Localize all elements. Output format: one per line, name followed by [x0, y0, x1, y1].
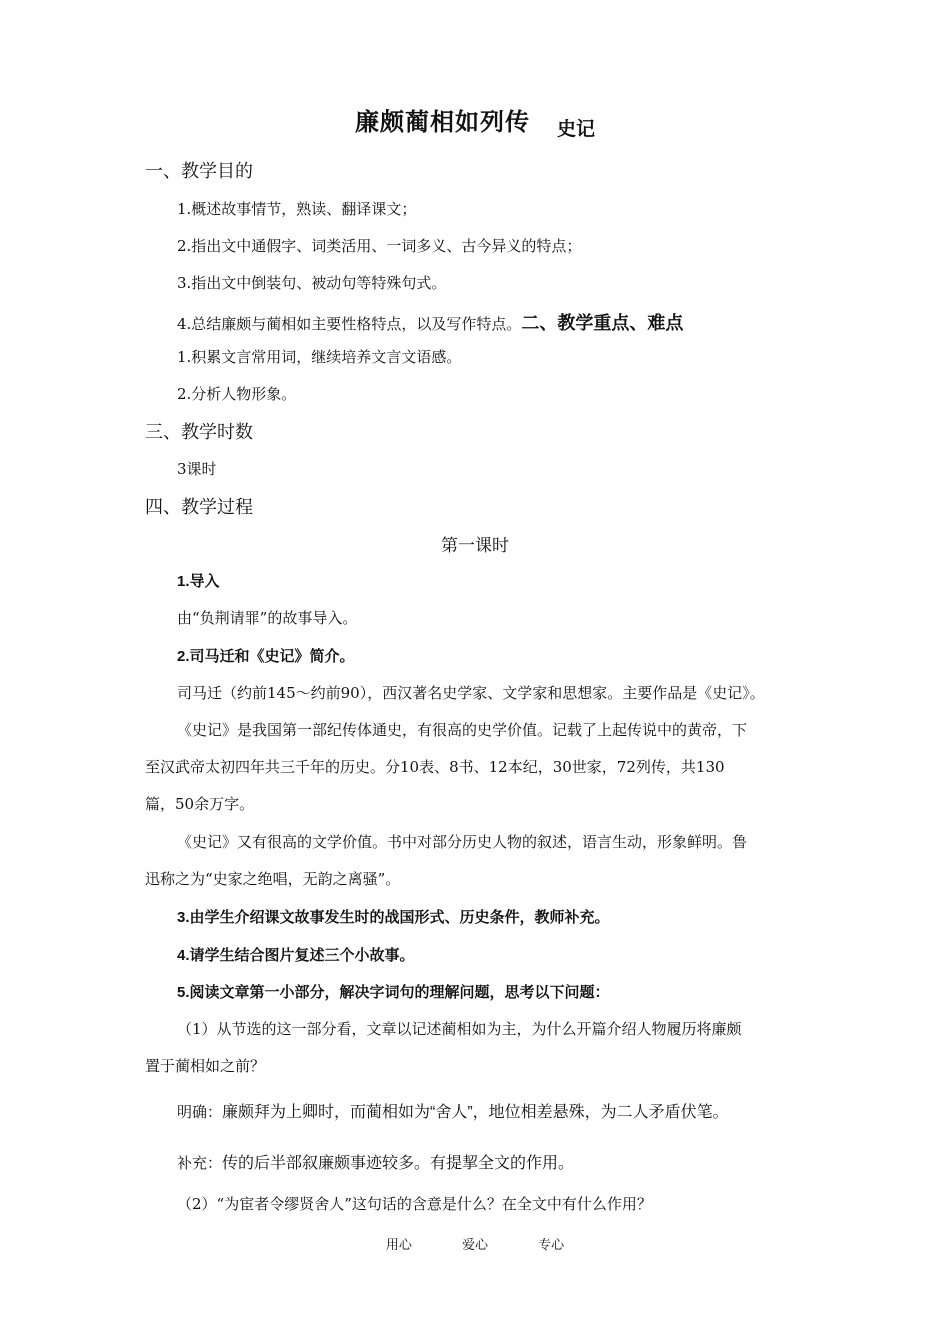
step-1-text: 由“负荆请罪”的故事导入。 — [177, 609, 358, 627]
footer-word-2: 爱心 — [461, 1238, 488, 1253]
objective-item-3: 3.指出文中倒装句、被动句等特殊句式。 — [177, 274, 447, 292]
footer-word-3: 专心 — [538, 1238, 565, 1253]
step-5-heading: 5.阅读文章第一小部分，解决字词句的理解问题，思考以下问题： — [177, 984, 610, 1001]
footer-word-1: 用心 — [385, 1238, 412, 1253]
supplement-row — [177, 1150, 574, 1173]
document-subtitle: 史记 — [557, 119, 596, 140]
step-2-paragraph-3-line-2: 迅称之为“史家之绝唱，无韵之离骚”。 — [145, 870, 401, 888]
section-heading-1: 一、教学目的 — [145, 161, 253, 181]
document-title: 廉颇蔺相如列传 — [355, 109, 530, 136]
objective-item-1: 1.概述故事情节，熟读、翻译课文； — [177, 200, 417, 218]
answer-row — [177, 1099, 729, 1122]
supplement-label: 补充： — [177, 1154, 223, 1172]
step-2-heading: 2.司马迁和《史记》简介。 — [177, 648, 355, 665]
answer-text: 廉颇拜为上卿时，而蔺相如为“舍人”，地位相差悬殊，为二人矛盾伏笔。 — [222, 1104, 729, 1121]
step-1-heading: 1.导入 — [177, 573, 220, 590]
question-2: （2）“为宦者令缪贤舍人”这句话的含意是什么？在全文中有什么作用？ — [177, 1195, 652, 1213]
section-heading-4: 四、教学过程 — [145, 497, 253, 517]
lesson-1-title: 第一课时 — [441, 536, 509, 555]
objective-item-2: 2.指出文中通假字、词类活用、一词多义、古今异义的特点； — [177, 237, 582, 255]
step-2-paragraph-2-line-3: 篇，50余万字。 — [145, 795, 255, 813]
step-2-paragraph-2-line-2: 至汉武帝太初四年共三千年的历史。分10表、8书、12本纪，30世家，72列传，共130 — [145, 758, 725, 776]
objective-item-4-row — [177, 309, 683, 335]
supplement-text: 传的后半部叙廉颇事迹较多。有提挈全文的作用。 — [222, 1155, 575, 1172]
question-1-line-2: 置于蔺相如之前？ — [145, 1057, 266, 1075]
question-1-line-1: （1）从节选的这一部分看，文章以记述蔺相如为主，为什么开篇介绍人物履历将廉颇 — [177, 1020, 742, 1038]
step-4-heading: 4.请学生结合图片复述三个小故事。 — [177, 947, 415, 964]
step-3-heading: 3.由学生介绍课文故事发生时的战国形式、历史条件，教师补充。 — [177, 909, 610, 926]
step-2-paragraph-3-line-1: 《史记》又有很高的文学价值。书中对部分历史人物的叙述，语言生动，形象鲜明。鲁 — [177, 833, 748, 851]
objective-item-4: 4.总结廉颇与蔺相如主要性格特点，以及写作特点。 — [177, 315, 522, 333]
step-2-paragraph-2-line-1: 《史记》是我国第一部纪传体通史，有很高的史学价值。记载了上起传说中的黄帝，下 — [177, 721, 748, 739]
page-footer — [0, 1234, 950, 1253]
lesson-count: 3课时 — [177, 460, 217, 478]
step-2-paragraph-1: 司马迁（约前145～约前90），西汉著名史学家、文学家和思想家。主要作品是《史记》。 — [177, 684, 765, 702]
title-row — [0, 100, 950, 140]
section-heading-3: 三、教学时数 — [145, 422, 253, 442]
answer-label: 明确： — [177, 1103, 223, 1121]
keypoint-item-1: 1.积累文言常用词，继续培养文言文语感。 — [177, 348, 462, 366]
keypoint-item-2: 2.分析人物形象。 — [177, 385, 297, 403]
section-heading-2: 二、教学重点、难点 — [521, 313, 684, 333]
